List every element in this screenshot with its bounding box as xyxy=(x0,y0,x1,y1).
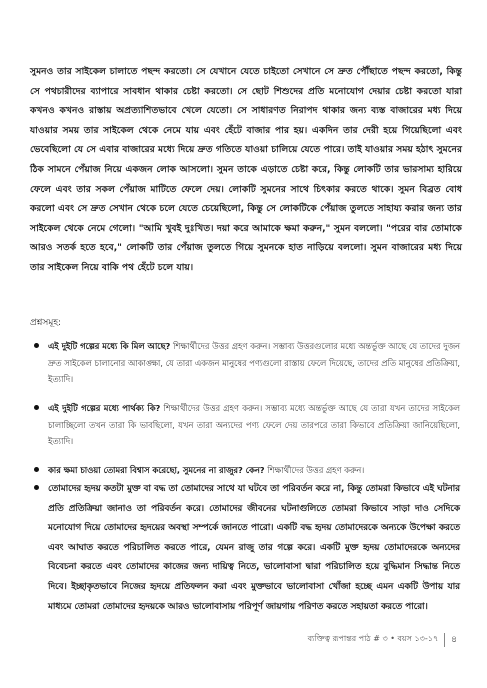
footer-divider xyxy=(444,633,445,647)
bullet-icon xyxy=(34,343,39,348)
questions-heading: প্রশ্নসমূহ: xyxy=(30,318,62,328)
answer-text: শিক্ষার্থীদের উত্তর গ্রহণ করুন। সম্ভাব্য উত্তরগুলোর মধ্যে অন্তর্ভুক্ত আছে যে তাদের দুজন দ্রুত সাইকেল চালানোর আকাঙ্ক্ষা, যে তারা একজন মানুষের পণ্যগুলো রাস্তায় ফেলে দিয়েছে, তাদের প্রতি মানুষের প্রতিক্রিয়া, ইত্যাদি। xyxy=(48,341,460,384)
page-number: ৪ xyxy=(451,635,457,645)
question-text: তোমাদের হৃদয় কতটা মুক্ত বা বদ্ধ তা তোমাদের সাথে যা ঘটবে তা পরিবর্তন করে না, কিন্তু তোমরা কিভাবে এই ঘটনার প্রতি প্রতিক্রিয়া জানাও তা পরিবর্তন করে। তোমাদের জীবনের ঘটনাগুলিতে তোমরা কিভাবে সাড়া দাও সেদিকে মনোযোগ দিয়ে তোমাদের হৃদয়ের অবস্থা সম্পর্কে জানতে পারো। একটি বদ্ধ হৃদয় তোমাদেরকে অন্যকে উপেক্ষা করতে এবং আঘাত করতে পরিচালিত করতে পারে, যেমন রাজু তার গল্পে করে। একটি মুক্ত হৃদয় তোমাদেরকে অন্যদের বিবেচনা করতে এবং তোমাদের কাজের জন্য দায়িত্ব নিতে, ভালোবাসা দ্বারা পরিচালিত হয়ে বুদ্ধিমান সিদ্ধান্ত নিতে দিবে। ইচ্ছাকৃতভাবে নিজের হৃদয়ে প্রতিফলন করা এবং মুক্তভাবে ভালোবাসা খোঁজা হচ্ছে এমন একটি উপায় যার মাধ্যমে তোমরা তোমাদের হৃদয়কে আরও ভালোবাসায় পরিপূর্ণ জায়গায় পরিণত করতে সহায়তা করতে পারো। xyxy=(48,484,460,612)
bullet-icon xyxy=(34,485,39,490)
answer-text: শিক্ষার্থীদের উত্তর গ্রহণ করুন। সম্ভাব্য মধ্যে অন্তর্ভুক্ত আছে যে তারা যখন তাদের সাইকেল চালাচ্ছিলো তখন তারা কি ভাবছিলো, যখন তারা অন্যদের পণ্য ফেলে দেয় তারপরে তারা কিভাবে প্রতিক্রিয়া জানিয়েছিলো, ইত্যাদি। xyxy=(48,403,460,446)
bullet-icon xyxy=(34,467,39,472)
question-text: এই দুইটি গল্পের মধ্যে কি মিল আছে? xyxy=(48,341,171,351)
list-item xyxy=(48,338,460,388)
footer-text: ব্যক্তিত্ব রূপান্তর পাঠ # ৩ • বয়স ১৩-১৭ xyxy=(307,634,439,643)
list-item xyxy=(48,400,460,450)
story-paragraph: সুমনও তার সাইকেল চালাতে পছন্দ করতো। সে যেখানে যেতে চাইতো সেখানে সে দ্রুত পৌঁছাতে পছন্দ করতো, কিন্তু সে পথচারীদের ব্যাপারে সাবধান থাকার চেষ্টা করতো। সে ছোট শিশুদের প্রতি মনোযোগ দেয়ার চেষ্টা করতো যারা কখনও কখনও রাস্তায় অপ্রত্যাশিতভাবে খেলে যেতো। সে সাধারণত নিরাপদ থাকার জন্য ব্যস্ত বাজারের মধ্য দিয়ে যাওয়ার সময় তার সাইকেল থেকে নেমে যায় এবং হেঁটে বাজার পার হয়। একদিন তার দেরী হয়ে গিয়েছিলো এবং ভেবেছিলো যে সে এবার বাজারের মধ্যে দিয়ে দ্রুত গতিতে যাওয়া চালিয়ে যেতে পারে। তাই যাওয়ার সময় হঠাৎ সুমনের ঠিক সামনে পেঁয়াজ নিয়ে একজন লোক আসলো। সুমন তাকে এড়াতে চেষ্টা করে, কিন্তু লোকটি তার ভারসাম্য হারিয়ে ফেলে এবং তার সকল পেঁয়াজ মাটিতে ফেলে দেয়। লোকটি সুমনের সাথে চিৎকার করতে থাকে। সুমন বিব্রত বোধ করলো এবং সে দ্রুত সেখান থেকে চলে যেতে চেয়েছিলো, কিন্তু সে লোকটিকে পেঁয়াজ তুলতে সাহায্য করার জন্য তার সাইকেল থেকে নেমে গেলো। "আমি খুবই দুঃখিত। দয়া করে আমাকে ক্ষমা করুন," সুমন বললো। "পরের বার তোমাকে আরও সতর্ক হতে হবে," লোকটি তার পেঁয়াজ তুলতে গিয়ে সুমনকে হাত নাড়িয়ে বললো। সুমন বাজারের মধ্য দিয়ে তার সাইকেল নিয়ে বাকি পথ হেঁটে চলে যায়। xyxy=(30,66,462,273)
list-item xyxy=(48,462,460,479)
answer-text: শিক্ষার্থীদের উত্তর গ্রহণ করুন। xyxy=(264,465,365,475)
bullet-icon xyxy=(34,405,39,410)
page-footer xyxy=(308,632,457,647)
question-text: এই দুইটি গল্পের মধ্যে পার্থক্য কি? xyxy=(48,403,161,413)
question-text: কার ক্ষমা চাওয়া তোমরা বিশ্বাস করেছো, সুমনের না রাজুর? কেন? xyxy=(48,465,265,475)
list-item xyxy=(48,480,460,617)
